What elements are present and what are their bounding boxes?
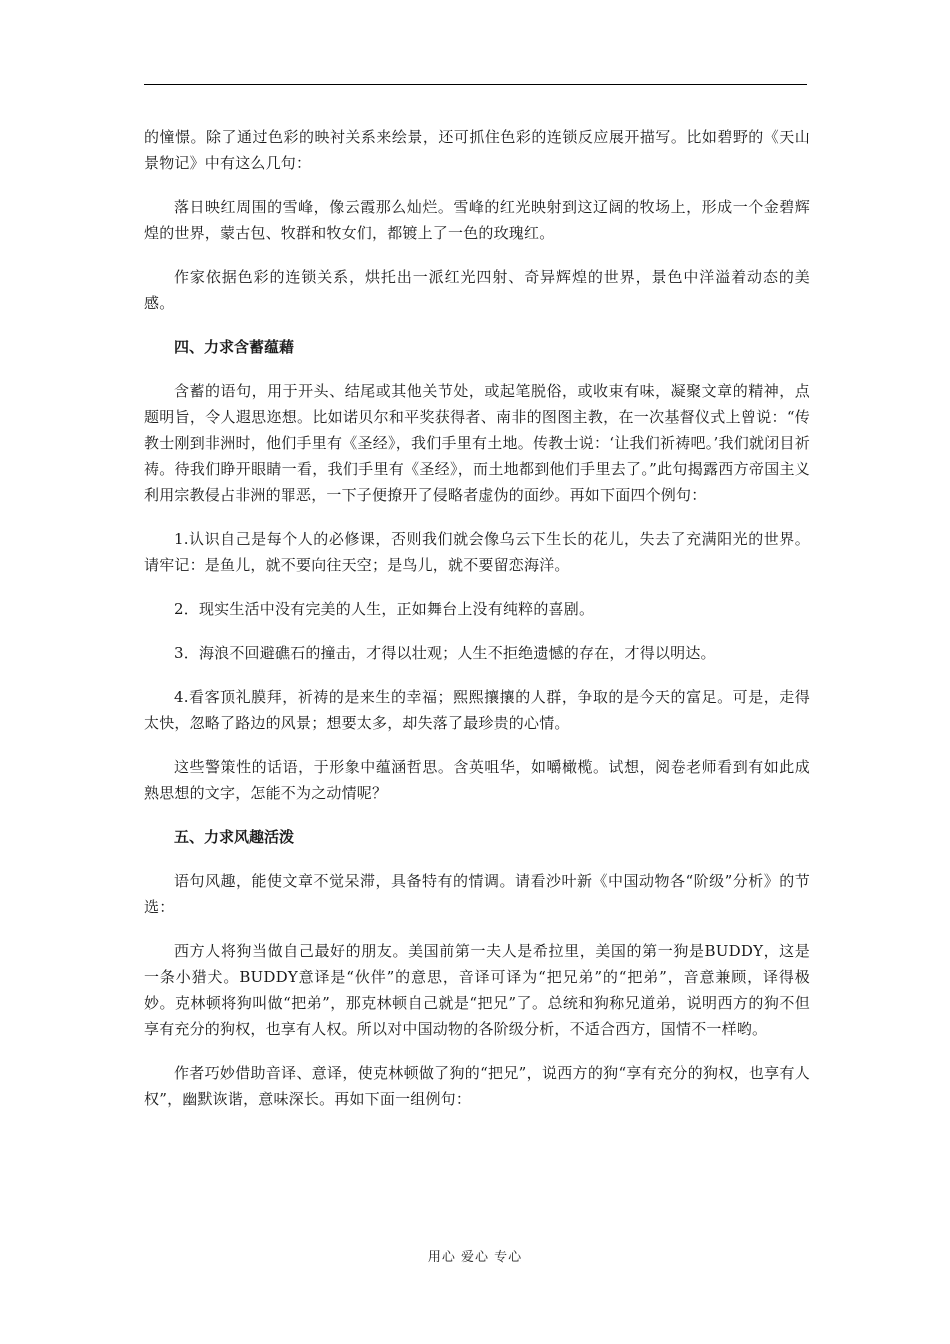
paragraph-continuation: 的憧憬。除了通过色彩的映衬关系来绘景，还可抓住色彩的连锁反应展开描写。比如碧野的《天山景物记》中有这么几句：: [144, 128, 810, 172]
page-footer: 用心 爱心 专心: [427, 1250, 523, 1265]
body-paragraph: 作家依据色彩的连锁关系，烘托出一派红光四射、奇异辉煌的世界，景色中洋溢着动态的美感。: [144, 268, 810, 312]
example-item-3: 3．海浪不回避礁石的撞击，才得以壮观；人生不拒绝遗憾的存在，才得以明达。: [174, 644, 716, 662]
body-paragraph: 语句风趣，能使文章不觉呆滞，具备特有的情调。请看沙叶新《中国动物各“阶级”分析》的节选：: [144, 872, 810, 916]
document-body: [144, 124, 810, 1130]
example-item-4: 4.看客顶礼膜拜，祈祷的是来生的幸福；熙熙攘攘的人群，争取的是今天的富足。可是，走得太快，忽略了路边的风景；想要太多，却失落了最珍贵的心情。: [144, 688, 810, 732]
body-paragraph: 作者巧妙借助音译、意译，使克林顿做了狗的“把兄”，说西方的狗“享有充分的狗权，也享有人权”，幽默诙谐，意味深长。再如下面一组例句：: [144, 1064, 810, 1108]
header-rule: [144, 84, 807, 85]
quote-paragraph: 西方人将狗当做自己最好的朋友。美国前第一夫人是希拉里，美国的第一狗是BUDDY，这是一条小猎犬。BUDDY意译是“伙伴”的意思，音译可译为“把兄弟”的“把弟”，音意兼顾，译得极妙。克林顿将狗叫做“把弟”，那克林顿自己就是“把兄”了。总统和狗称兄道弟，说明西方的狗不但享有充分的狗权，也享有人权。所以对中国动物的各阶级分析，不适合西方，国情不一样哟。: [144, 942, 810, 1038]
example-item-1: 1.认识自己是每个人的必修课，否则我们就会像乌云下生长的花儿，失去了充满阳光的世界。请牢记：是鱼儿，就不要向往天空；是鸟儿，就不要留恋海洋。: [144, 530, 810, 574]
body-paragraph: 这些警策性的话语，于形象中蕴涵哲思。含英咀华，如嚼橄榄。试想，阅卷老师看到有如此成熟思想的文字，怎能不为之动情呢？: [144, 758, 810, 802]
section-heading-4: 四、力求含蓄蕴藉: [174, 338, 295, 356]
body-paragraph: 含蓄的语句，用于开头、结尾或其他关节处，或起笔脱俗，或收束有味，凝聚文章的精神，点题明旨，令人遐思迩想。比如诺贝尔和平奖获得者、南非的图图主教，在一次基督仪式上曾说：“传教士刚到非洲时，他们手里有《圣经》，我们手里有土地。传教士说：‘让我们祈祷吧。’我们就闭目祈祷。待我们睁开眼睛一看，我们手里有《圣经》，而土地都到他们手里去了。”此句揭露西方帝国主义利用宗教侵占非洲的罪恶，一下子便撩开了侵略者虚伪的面纱。再如下面四个例句：: [144, 382, 810, 504]
example-item-2: 2．现实生活中没有完美的人生，正如舞台上没有纯粹的喜剧。: [174, 600, 595, 618]
quote-paragraph: 落日映红周围的雪峰，像云霞那么灿烂。雪峰的红光映射到这辽阔的牧场上，形成一个金碧辉煌的世界，蒙古包、牧群和牧女们，都镀上了一色的玫瑰红。: [144, 198, 810, 242]
section-heading-5: 五、力求风趣活泼: [174, 828, 295, 846]
